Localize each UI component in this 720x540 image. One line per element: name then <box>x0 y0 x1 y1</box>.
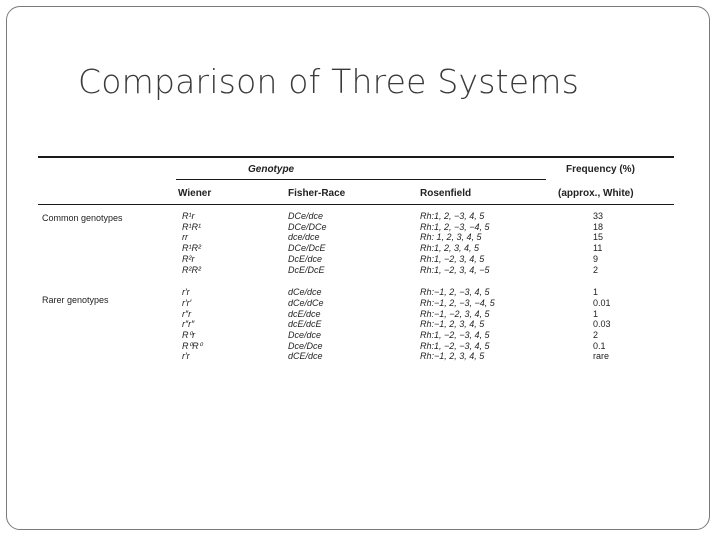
fisher-race-column-header: Fisher-Race <box>288 188 346 199</box>
frequency-header: Frequency (%) <box>566 164 635 175</box>
wiener-cell: R⁰r <box>182 330 196 340</box>
frequency-cell: 1 <box>593 287 599 298</box>
frequency-cell: 1 <box>593 308 599 319</box>
genotype-header: Genotype <box>248 164 295 175</box>
group-label-common: Common genotypes <box>42 213 123 223</box>
fisher-race-cell: DcE/dce <box>288 253 323 264</box>
rosenfield-column-header: Rosenfield <box>420 188 472 199</box>
rosenfield-cell: Rh: 1, 2, 3, 4, 5 <box>420 232 482 243</box>
wiener-cell: R¹r <box>182 211 195 221</box>
fisher-race-cell: dCe/dCe <box>288 297 324 308</box>
table-row <box>38 351 678 361</box>
table-row <box>38 265 678 275</box>
table-top-rule <box>38 156 674 158</box>
fisher-race-cell: Dce/Dce <box>288 340 323 351</box>
table-row <box>38 232 678 242</box>
rosenfield-cell: Rh:1, 2, 3, 4, 5 <box>420 243 480 254</box>
fisher-race-cell: DcE/DcE <box>288 264 325 275</box>
table-row <box>38 341 678 351</box>
rosenfield-cell: Rh:1, −2, −3, 4, 5 <box>420 330 490 340</box>
wiener-cell: R²r <box>182 253 195 264</box>
frequency-cell: 2 <box>593 330 599 340</box>
wiener-column-header: Wiener <box>178 188 212 199</box>
wiener-cell: R¹R¹ <box>182 221 201 232</box>
slide-title: Comparison of Three Systems <box>78 62 580 101</box>
fisher-race-cell: dcE/dce <box>288 308 321 319</box>
frequency-cell: rare <box>593 351 610 362</box>
header-bottom-rule <box>38 204 674 205</box>
table-row <box>38 243 678 253</box>
rosenfield-cell: Rh:1, 2, −3, 4, 5 <box>420 211 485 221</box>
fisher-race-cell: dCe/dce <box>288 287 322 298</box>
rosenfield-cell: Rh:−1, 2, 3, 4, 5 <box>420 351 485 362</box>
frequency-cell: 0.01 <box>593 297 611 308</box>
wiener-cell: r′r <box>182 351 190 362</box>
table-row <box>38 319 678 329</box>
table-row <box>38 287 678 297</box>
rosenfield-cell: Rh:−1, 2, 3, 4, 5 <box>420 319 485 330</box>
rosenfield-cell: Rh:−1, 2, −3, 4, 5 <box>420 287 490 298</box>
table-row <box>38 330 678 340</box>
frequency-cell: 15 <box>593 232 604 243</box>
rosenfield-cell: Rh:1, −2, −3, 4, 5 <box>420 340 490 351</box>
group-label-rarer: Rarer genotypes <box>42 295 109 305</box>
rosenfield-cell: Rh:−1, 2, −3, −4, 5 <box>420 297 495 308</box>
fisher-race-cell: DCe/DcE <box>288 243 326 254</box>
frequency-cell: 0.03 <box>593 319 611 330</box>
fisher-race-cell: dcE/dcE <box>288 319 322 330</box>
frequency-cell: 2 <box>593 264 599 275</box>
frequency-cell: 11 <box>593 243 603 254</box>
wiener-cell: R⁰R⁰ <box>182 340 203 351</box>
rosenfield-cell: Rh:1, 2, −3, −4, 5 <box>420 221 490 232</box>
genotype-span-rule <box>176 179 546 180</box>
table-row <box>38 211 678 221</box>
wiener-cell: r″r″ <box>182 319 195 330</box>
frequency-cell: 33 <box>593 211 604 221</box>
frequency-cell: 18 <box>593 221 604 232</box>
rosenfield-cell: Rh:1, −2, 3, 4, 5 <box>420 253 485 264</box>
rosenfield-cell: Rh:−1, −2, 3, 4, 5 <box>420 308 490 319</box>
fisher-race-cell: dce/dce <box>288 232 320 243</box>
fisher-race-cell: Dce/dce <box>288 330 322 340</box>
wiener-cell: r′r′ <box>182 297 192 308</box>
frequency-cell: 9 <box>593 253 599 264</box>
frequency-subheader: (approx., White) <box>558 188 634 199</box>
frequency-cell: 0.1 <box>593 340 606 351</box>
table-row <box>38 222 678 232</box>
wiener-cell: r′r <box>182 287 190 298</box>
wiener-cell: R²R² <box>182 264 201 275</box>
fisher-race-cell: DCe/dce <box>288 211 324 221</box>
table-row <box>38 309 678 319</box>
rh-genotype-table <box>38 150 678 390</box>
rosenfield-cell: Rh:1, −2, 3, 4, −5 <box>420 264 490 275</box>
wiener-cell: R¹R² <box>182 243 201 254</box>
table-row <box>38 254 678 264</box>
wiener-cell: r″r <box>182 308 192 319</box>
fisher-race-cell: DCe/DCe <box>288 221 327 232</box>
wiener-cell: rr <box>182 232 188 243</box>
table-row <box>38 298 678 308</box>
fisher-race-cell: dCE/dce <box>288 351 323 362</box>
